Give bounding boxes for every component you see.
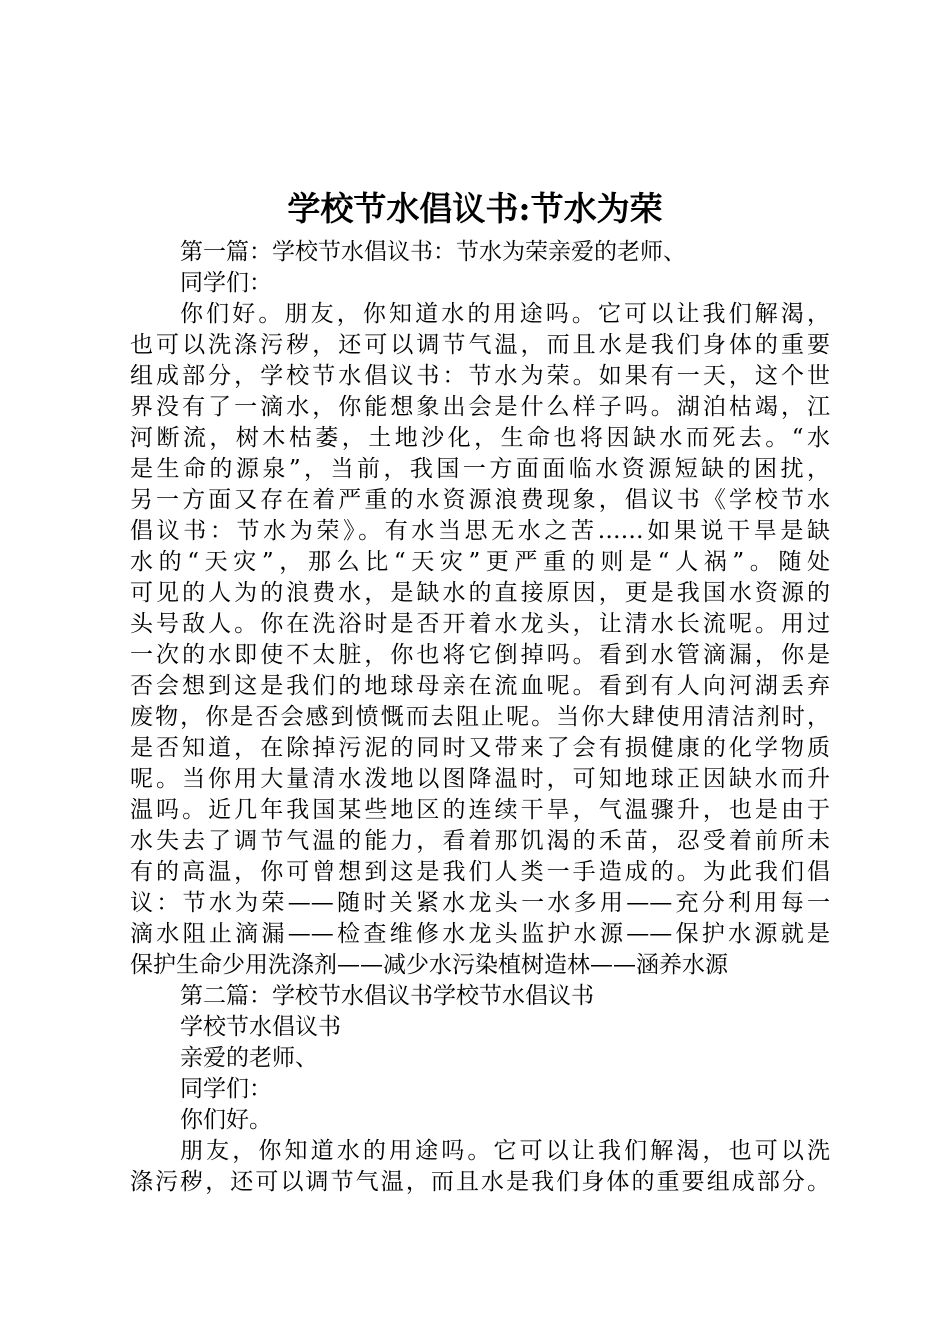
text-line: 水失去了调节气温的能力，看着那饥渴的禾苗，忍受着前所未 <box>130 828 830 854</box>
text-line: 滴水阻止滴漏——检查维修水龙头监护水源——保护水源就是 <box>130 921 830 947</box>
text-line: 第一篇：学校节水倡议书：节水为荣亲爱的老师、 <box>180 239 686 265</box>
text-line: 保护生命少用洗涤剂——减少水污染植树造林——涵养水源 <box>130 952 728 978</box>
text-line: 温吗。近几年我国某些地区的连续干旱，气温骤升，也是由于 <box>130 797 830 823</box>
document-title: 学校节水倡议书:节水为荣 <box>287 189 663 228</box>
text-line: 组成部分，学校节水倡议书：节水为荣。如果有一天，这个世 <box>130 363 830 389</box>
text-line: 学校节水倡议书 <box>180 1014 341 1040</box>
text-line: 可见的人为的浪费水，是缺水的直接原因，更是我国水资源的 <box>130 580 830 606</box>
text-line: 你们好。 <box>180 1107 272 1133</box>
text-line: 朋友，你知道水的用途吗。它可以让我们解渴，也可以洗 <box>180 1138 830 1164</box>
text-line: 呢。当你用大量清水泼地以图降温时，可知地球正因缺水而升 <box>130 766 830 792</box>
text-line: 议：节水为荣——随时关紧水龙头一水多用——充分利用每一 <box>130 890 830 916</box>
text-line: 头号敌人。你在洗浴时是否开着水龙头，让清水长流呢。用过 <box>130 611 830 637</box>
text-line: 同学们： <box>180 1076 272 1102</box>
text-line: 是生命的源泉”，当前，我国一方面面临水资源短缺的困扰， <box>130 456 830 482</box>
text-line: 第二篇：学校节水倡议书学校节水倡议书 <box>180 983 594 1009</box>
text-line: 是否知道，在除掉污泥的同时又带来了会有损健康的化学物质 <box>130 735 830 761</box>
text-line: 另一方面又存在着严重的水资源浪费现象，倡议书《学校节水 <box>130 487 830 513</box>
text-line: 涤污秽，还可以调节气温，而且水是我们身体的重要组成部分。 <box>130 1169 830 1195</box>
text-line: 有的高温，你可曾想到这是我们人类一手造成的。为此我们倡 <box>130 859 830 885</box>
text-line: 同学们： <box>180 270 272 296</box>
text-line: 一次的水即使不太脏，你也将它倒掉吗。看到水管滴漏，你是 <box>130 642 830 668</box>
text-line: 水的“天灾”，那么比“天灾”更严重的则是“人祸”。随处 <box>130 549 830 575</box>
text-line: 也可以洗涤污秽，还可以调节气温，而且水是我们身体的重要 <box>130 332 830 358</box>
text-line: 河断流，树木枯萎，土地沙化，生命也将因缺水而死去。“水 <box>130 425 830 451</box>
text-line: 亲爱的老师、 <box>180 1045 318 1071</box>
text-line: 废物，你是否会感到愤慨而去阻止呢。当你大肆使用清洁剂时， <box>130 704 830 730</box>
text-line: 你们好。朋友，你知道水的用途吗。它可以让我们解渴， <box>180 301 830 327</box>
text-line: 界没有了一滴水，你能想象出会是什么样子吗。湖泊枯竭，江 <box>130 394 830 420</box>
text-line: 倡议书：节水为荣》。有水当思无水之苦……如果说干旱是缺 <box>130 518 830 544</box>
text-line: 否会想到这是我们的地球母亲在流血呢。看到有人向河湖丢弃 <box>130 673 830 699</box>
